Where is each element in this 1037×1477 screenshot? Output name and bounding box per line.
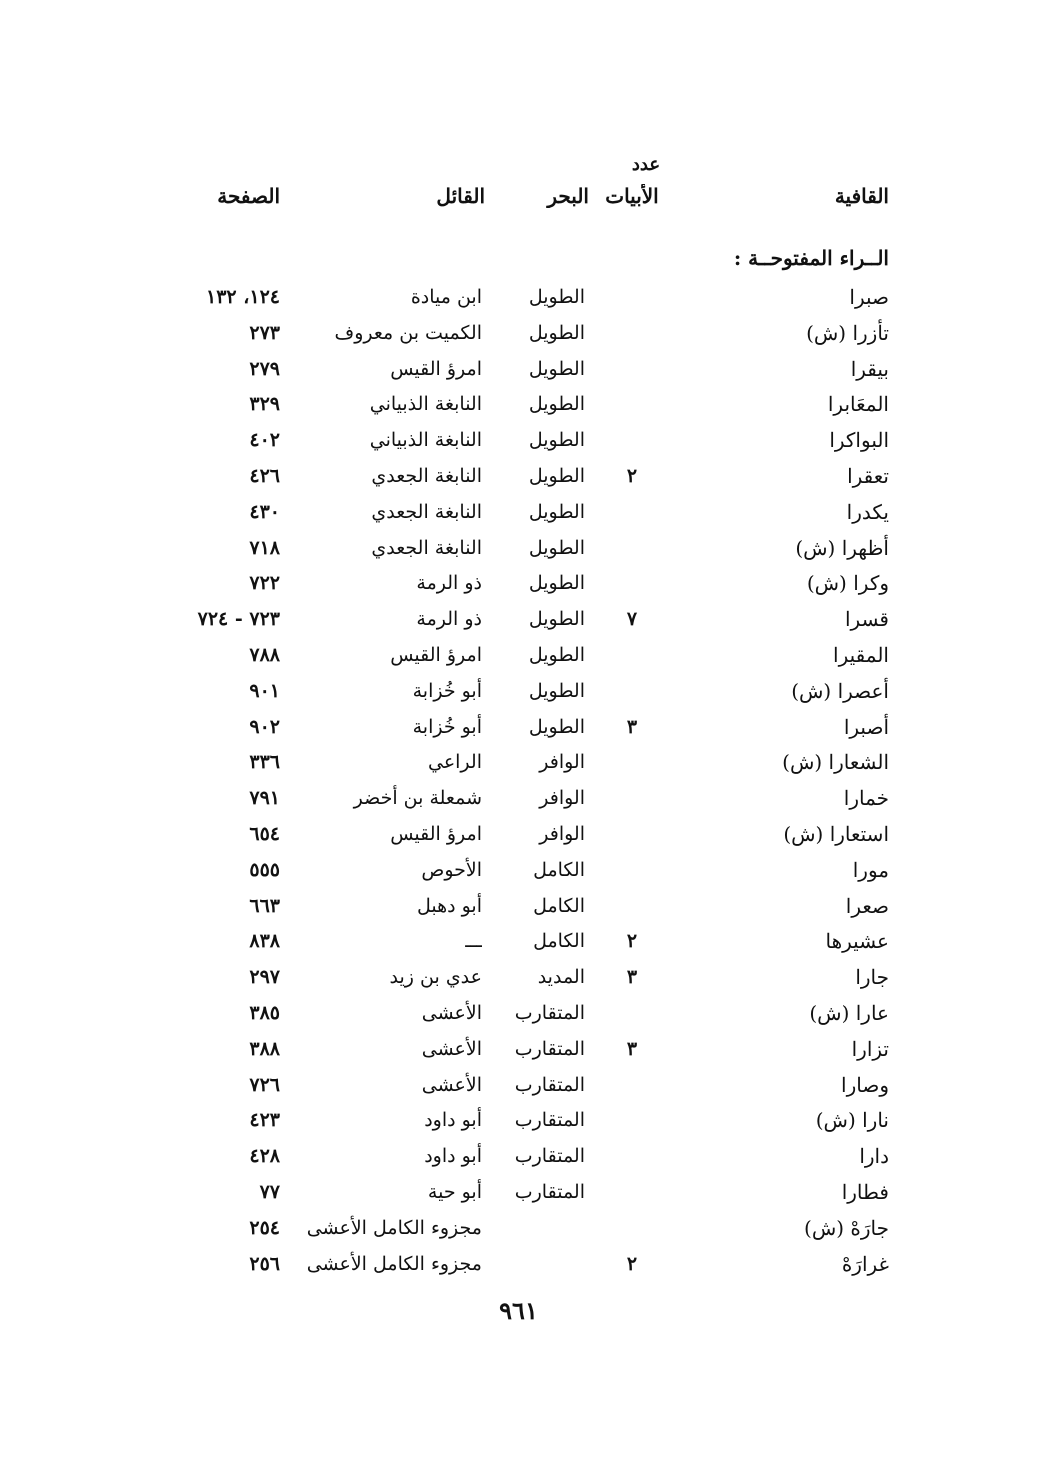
cell-qafiya: غرارَهْ [841, 1251, 889, 1276]
cell-qail: ابن ميادة [410, 286, 482, 308]
table-row [0, 566, 1037, 602]
cell-qafiya: وصارا [841, 1072, 889, 1097]
cell-qail: النابغة الجعدي [371, 500, 482, 523]
cell-qafiya: يكدرا [846, 499, 889, 524]
header-bahr: البحر [547, 184, 589, 208]
cell-abyat: ٧ [626, 608, 638, 631]
table-row [0, 1211, 1037, 1247]
cell-qail: النابغة الجعدي [371, 464, 482, 487]
cell-qafiya: وكرا (ش) [806, 571, 889, 596]
table-row [0, 1068, 1037, 1104]
cell-bahr: الطويل [528, 608, 585, 631]
table-row [0, 316, 1037, 352]
table-row [0, 387, 1037, 423]
cell-safha: ٧٩١ [249, 787, 280, 810]
table-row [0, 710, 1037, 746]
cell-qafiya: قسرا [845, 607, 889, 632]
cell-qafiya: صعرا [845, 893, 889, 918]
cell-qail: أبو خُزابة [412, 715, 482, 738]
cell-qail: أبو داود [424, 1145, 482, 1168]
cell-qafiya: المقيرا [833, 642, 889, 667]
cell-qafiya: فطارا [841, 1179, 889, 1204]
table-row [0, 280, 1037, 316]
header-safha: الصفحة [217, 184, 280, 208]
cell-qail: مجزوء الكامل الأعشى [306, 1252, 482, 1275]
cell-qafiya: استعارا (ش) [783, 821, 889, 846]
cell-qafiya: جارَهْ (ش) [804, 1215, 889, 1240]
cell-abyat: ٣ [626, 1037, 638, 1060]
cell-qail: عدي بن زيد [389, 966, 482, 989]
cell-qail: ـــ [465, 930, 482, 953]
cell-qail: الأعشى [421, 1037, 482, 1060]
cell-abyat: ٣ [626, 715, 638, 738]
cell-safha: ٤٢٨ [249, 1145, 280, 1168]
table-row [0, 781, 1037, 817]
cell-bahr: الطويل [528, 321, 585, 344]
cell-bahr: الوافر [539, 787, 585, 810]
cell-bahr: الوافر [539, 751, 585, 774]
cell-qafiya: عشيرها [825, 929, 889, 954]
cell-bahr: الطويل [528, 286, 585, 308]
cell-safha: ٩٠٢ [249, 715, 280, 738]
cell-qail: مجزوء الكامل الأعشى [306, 1216, 482, 1239]
cell-safha: ١٢٤، ١٣٢ [206, 286, 280, 308]
cell-safha: ٣٨٨ [249, 1037, 280, 1060]
table-row [0, 745, 1037, 781]
cell-safha: ٢٥٦ [249, 1252, 280, 1275]
cell-bahr: الطويل [528, 715, 585, 738]
cell-bahr: المديد [537, 966, 585, 989]
cell-abyat: ٢ [626, 464, 638, 487]
cell-bahr: الطويل [528, 357, 585, 380]
cell-qafiya: جارا [855, 965, 889, 990]
table-row [0, 495, 1037, 531]
cell-safha: ٦٦٣ [249, 894, 280, 917]
cell-bahr: الوافر [539, 822, 585, 845]
page-number: ٩٦١ [499, 1296, 538, 1325]
table-row [0, 638, 1037, 674]
cell-qafiya: تأزرا (ش) [806, 320, 889, 345]
table-row [0, 423, 1037, 459]
table-row [0, 531, 1037, 567]
cell-safha: ٥٥٥ [249, 858, 280, 881]
cell-bahr: الطويل [528, 429, 585, 452]
cell-bahr: المتقارب [514, 1145, 585, 1168]
cell-qail: ذو الرمة [416, 572, 482, 595]
cell-safha: ٧٢٣ - ٧٢٤ [197, 608, 280, 631]
cell-qafiya: أصبرا [843, 714, 889, 739]
cell-bahr: الطويل [528, 393, 585, 416]
cell-qafiya: نارا (ش) [815, 1108, 889, 1133]
cell-bahr: المتقارب [514, 1073, 585, 1096]
cell-bahr: الطويل [528, 572, 585, 595]
table-body [0, 280, 1037, 1282]
cell-qafiya: تزارا [851, 1036, 889, 1061]
cell-safha: ٤٢٦ [249, 464, 280, 487]
cell-bahr: الكامل [533, 858, 585, 881]
cell-bahr: المتقارب [514, 1037, 585, 1060]
cell-qail: الأحوص [421, 858, 482, 881]
cell-bahr: الطويل [528, 643, 585, 666]
cell-qail: امرؤ القيس [390, 822, 482, 845]
table-row [0, 602, 1037, 638]
cell-qail: امرؤ القيس [390, 357, 482, 380]
cell-safha: ٢٥٤ [249, 1216, 280, 1239]
cell-qail: النابغة الذبياني [369, 429, 482, 452]
table-row [0, 996, 1037, 1032]
cell-qail: النابغة الجعدي [371, 536, 482, 559]
table-row [0, 924, 1037, 960]
header-abyat: الأبيات [605, 184, 659, 208]
cell-safha: ٣٢٩ [249, 393, 280, 416]
cell-qail: النابغة الذبياني [369, 393, 482, 416]
cell-safha: ٧٧ [259, 1180, 280, 1203]
header-abyat-top: عدد [631, 154, 661, 175]
cell-safha: ٢٧٣ [249, 321, 280, 344]
cell-qafiya: تعقرا [847, 463, 889, 488]
cell-qafiya: خمارا [843, 786, 889, 811]
cell-bahr: الكامل [533, 930, 585, 953]
cell-safha: ٧٢٦ [249, 1073, 280, 1096]
cell-bahr: الطويل [528, 679, 585, 702]
header-qail: القائل [436, 184, 485, 208]
cell-safha: ٨٣٨ [249, 930, 280, 953]
cell-qafiya: مورا [852, 857, 889, 882]
cell-safha: ٢٩٧ [249, 966, 280, 989]
cell-qafiya: أظهرا (ش) [795, 535, 889, 560]
cell-qafiya: صبرا [849, 285, 889, 309]
table-row [0, 1175, 1037, 1211]
cell-safha: ٩٠١ [249, 679, 280, 702]
cell-qail: الراعي [427, 751, 482, 774]
table-row [0, 817, 1037, 853]
cell-qafiya: عارا (ش) [809, 1000, 889, 1025]
cell-safha: ٣٣٦ [249, 751, 280, 774]
cell-safha: ٧٢٢ [249, 572, 280, 595]
table-row [0, 1247, 1037, 1283]
table-row [0, 352, 1037, 388]
table-header [0, 184, 1037, 220]
cell-safha: ٤٠٢ [249, 429, 280, 452]
cell-qafiya: الشعارا (ش) [782, 750, 889, 775]
cell-qail: أبو دهبل [416, 894, 482, 917]
cell-safha: ٧١٨ [249, 536, 280, 559]
cell-qail: ذو الرمة [416, 608, 482, 631]
cell-qail: أبو خُزابة [412, 679, 482, 702]
header-qafiya: القافية [834, 184, 889, 208]
cell-bahr: المتقارب [514, 1109, 585, 1132]
cell-bahr: الكامل [533, 894, 585, 917]
cell-safha: ٣٨٥ [249, 1001, 280, 1024]
cell-bahr: الطويل [528, 536, 585, 559]
cell-qail: أبو حية [427, 1180, 482, 1203]
cell-safha: ٤٣٠ [249, 500, 280, 523]
table-row [0, 674, 1037, 710]
cell-bahr: المتقارب [514, 1001, 585, 1024]
cell-qafiya: دارا [859, 1144, 889, 1169]
cell-qafiya: البواكرا [829, 428, 889, 453]
cell-qail: أبو داود [424, 1109, 482, 1132]
cell-qafiya: أعصرا (ش) [791, 678, 889, 703]
cell-qail: الأعشى [421, 1001, 482, 1024]
cell-qail: الأعشى [421, 1073, 482, 1096]
table-row [0, 889, 1037, 925]
cell-safha: ٢٧٩ [249, 357, 280, 380]
cell-safha: ٤٢٣ [249, 1109, 280, 1132]
table-row [0, 853, 1037, 889]
cell-bahr: الطويل [528, 464, 585, 487]
cell-abyat: ٢ [626, 1252, 638, 1275]
table-row [0, 1139, 1037, 1175]
cell-qail: الكميت بن معروف [334, 321, 482, 344]
table-row [0, 960, 1037, 996]
cell-qail: امرؤ القيس [390, 643, 482, 666]
table-row [0, 1103, 1037, 1139]
cell-safha: ٧٨٨ [249, 643, 280, 666]
cell-qail: شمعلة بن أخضر [353, 787, 482, 810]
section-heading: الــراء المفتوحــة : [733, 246, 889, 270]
cell-safha: ٦٥٤ [249, 822, 280, 845]
cell-abyat: ٢ [626, 930, 638, 953]
cell-bahr: المتقارب [514, 1180, 585, 1203]
table-row [0, 1032, 1037, 1068]
cell-qafiya: المعَابرا [827, 392, 889, 417]
table-row [0, 459, 1037, 495]
cell-abyat: ٣ [626, 966, 638, 989]
cell-bahr: الطويل [528, 500, 585, 523]
cell-qafiya: بيقرا [850, 356, 889, 381]
